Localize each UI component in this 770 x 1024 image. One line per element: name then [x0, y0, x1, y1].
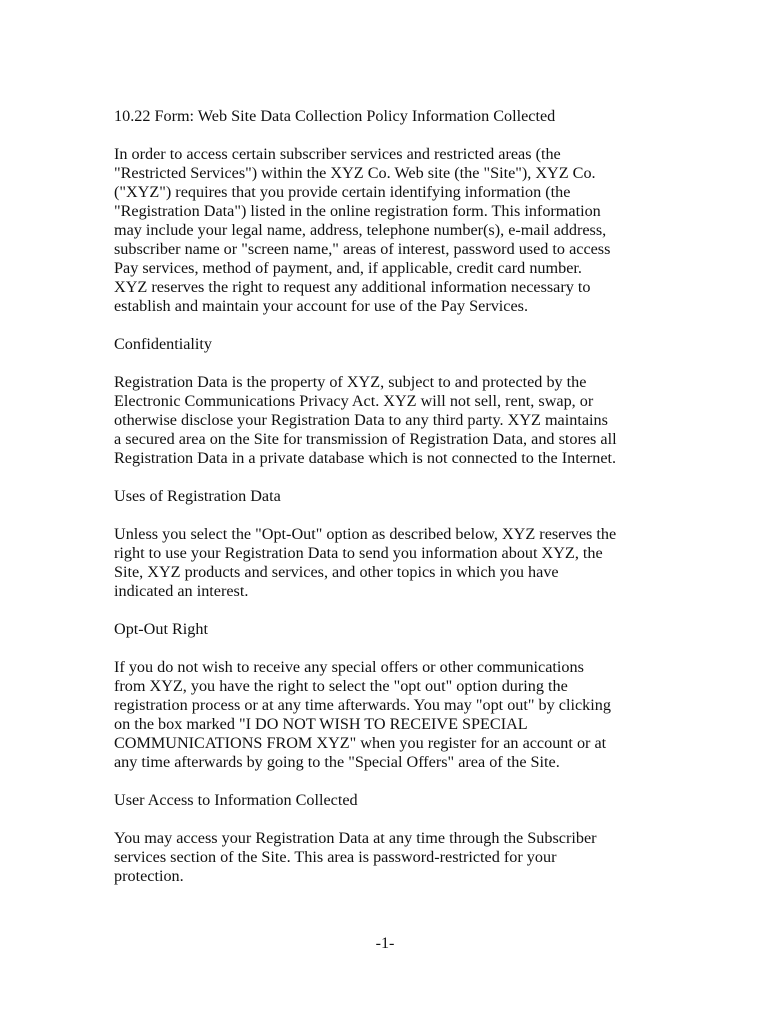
heading-confidentiality	[114, 335, 662, 354]
text-line: You may access your Registration Data at any time through the Subscriber	[114, 829, 597, 847]
text-line: Pay services, method of payment, and, if applicable, credit card number.	[114, 259, 582, 277]
text-line: Registration Data in a private database which is not connected to the Internet.	[114, 449, 617, 467]
paragraph-uses	[114, 525, 662, 601]
heading-uses-of-registration-data	[114, 487, 662, 506]
page-number: -1-	[375, 934, 395, 952]
text-line: protection.	[114, 867, 184, 885]
text-line: Electronic Communications Privacy Act. XYZ will not sell, rent, swap, or	[114, 392, 594, 410]
text-line: COMMUNICATIONS FROM XYZ" when you register for an account or at	[114, 734, 607, 752]
text-line: ("XYZ") requires that you provide certain identifying information (the	[114, 183, 571, 201]
text-line: "Restricted Services") within the XYZ Co. Web site (the "Site"), XYZ Co.	[114, 164, 596, 182]
text-line: otherwise disclose your Registration Data to any third party. XYZ maintains	[114, 411, 608, 429]
document-body	[114, 107, 662, 905]
text-line: a secured area on the Site for transmission of Registration Data, and stores all	[114, 430, 617, 448]
text-line: Registration Data is the property of XYZ, subject to and protected by the	[114, 373, 587, 391]
paragraph-user-access	[114, 829, 662, 886]
text-line: may include your legal name, address, telephone number(s), e-mail address,	[114, 221, 607, 239]
text-line: on the box marked "I DO NOT WISH TO RECEIVE SPECIAL	[114, 715, 528, 733]
paragraph-opt-out	[114, 658, 662, 772]
heading-opt-out-right	[114, 620, 662, 639]
text-line: registration process or at any time afterwards. You may "opt out" by clicking	[114, 696, 611, 714]
text-line: indicated an interest.	[114, 582, 249, 600]
paragraph-confidentiality	[114, 373, 662, 468]
section-heading: User Access to Information Collected	[114, 791, 358, 809]
section-heading: Opt-Out Right	[114, 620, 208, 638]
text-line: If you do not wish to receive any special offers or other communications	[114, 658, 584, 676]
text-line: services section of the Site. This area is password-restricted for your	[114, 848, 557, 866]
title-line: 10.22 Form: Web Site Data Collection Policy Information Collected	[114, 107, 556, 125]
paragraph-information-collected	[114, 145, 662, 316]
heading-user-access	[114, 791, 662, 810]
text-line: Unless you select the "Opt-Out" option as described below, XYZ reserves the	[114, 525, 617, 543]
text-line: Site, XYZ products and services, and other topics in which you have	[114, 563, 559, 581]
text-line: right to use your Registration Data to send you information about XYZ, the	[114, 544, 603, 562]
section-heading: Uses of Registration Data	[114, 487, 281, 505]
text-line: any time afterwards by going to the "Special Offers" area of the Site.	[114, 753, 560, 771]
text-line: XYZ reserves the right to request any additional information necessary to	[114, 278, 591, 296]
text-line: "Registration Data") listed in the online registration form. This information	[114, 202, 601, 220]
text-line: from XYZ, you have the right to select the "opt out" option during the	[114, 677, 568, 695]
section-heading: Confidentiality	[114, 335, 213, 353]
text-line: subscriber name or "screen name," areas of interest, password used to access	[114, 240, 611, 258]
text-line: establish and maintain your account for use of the Pay Services.	[114, 297, 529, 315]
document-title	[114, 107, 662, 126]
text-line: In order to access certain subscriber services and restricted areas (the	[114, 145, 561, 163]
